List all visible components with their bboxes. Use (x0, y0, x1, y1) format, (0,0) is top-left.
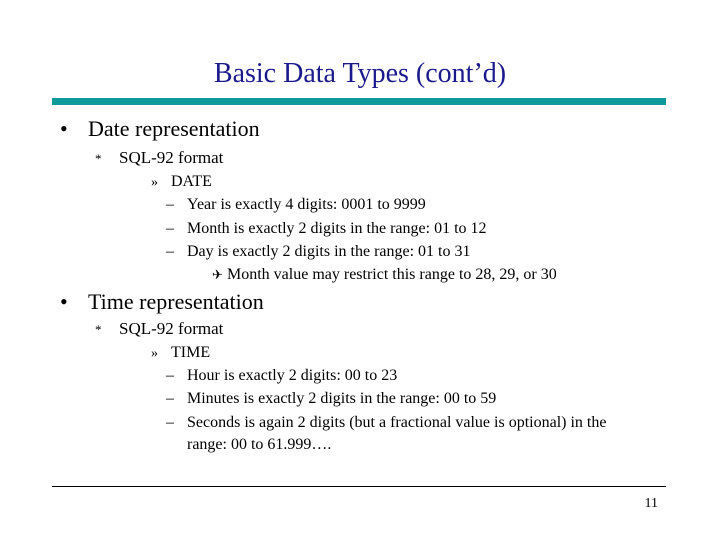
chevron-bullet-icon: » (151, 346, 158, 361)
time-rule-minutes: Minutes is exactly 2 digits in the range: 00 to 59 (187, 390, 497, 407)
date-format-item (95, 148, 223, 168)
time-heading: Time representation (88, 289, 264, 314)
time-heading-item (60, 289, 264, 315)
time-type: TIME (171, 344, 211, 361)
asterisk-bullet-icon: * (95, 151, 102, 166)
airplane-bullet-icon: ✈ (212, 267, 223, 282)
page-number: 11 (644, 496, 658, 511)
dash-bullet-icon: – (166, 220, 174, 237)
date-type-item (151, 173, 212, 191)
dash-bullet-icon: – (166, 390, 174, 407)
date-heading-item (60, 116, 260, 142)
date-rule-item (166, 220, 487, 238)
date-rule-item (166, 196, 426, 214)
date-note-item (212, 266, 557, 284)
time-rule-item (166, 414, 606, 432)
asterisk-bullet-icon: * (95, 322, 102, 337)
footer-rule (52, 486, 666, 487)
chevron-bullet-icon: » (151, 175, 158, 190)
date-heading: Date representation (88, 116, 260, 141)
time-format: SQL-92 format (119, 319, 224, 338)
time-rule-hour: Hour is exactly 2 digits: 00 to 23 (187, 367, 398, 384)
date-rule-month: Month is exactly 2 digits in the range: 01 to 12 (187, 220, 487, 237)
dash-bullet-icon: – (166, 367, 174, 384)
date-type: DATE (171, 173, 212, 190)
dash-bullet-icon: – (166, 414, 174, 431)
round-bullet-icon: • (60, 116, 68, 141)
dash-bullet-icon: – (166, 243, 174, 260)
dash-bullet-icon: – (166, 196, 174, 213)
slide-title: Basic Data Types (cont’d) (213, 58, 507, 89)
time-rule-item (166, 367, 397, 385)
date-rule-year: Year is exactly 4 digits: 0001 to 9999 (187, 196, 426, 213)
title-underline (52, 98, 666, 105)
round-bullet-icon: • (60, 289, 68, 314)
time-rule-item (166, 390, 496, 408)
time-type-item (151, 344, 210, 362)
time-format-item (95, 319, 223, 339)
date-rule-item (166, 243, 471, 261)
time-rule-continuation: range: 00 to 61.999…. (187, 436, 332, 453)
date-rule-day: Day is exactly 2 digits in the range: 01 to 31 (187, 243, 471, 260)
date-format: SQL-92 format (119, 148, 224, 167)
date-note: Month value may restrict this range to 28, 29, or 30 (227, 266, 557, 283)
time-rule-seconds: Seconds is again 2 digits (but a fractional value is optional) in the (187, 414, 607, 431)
